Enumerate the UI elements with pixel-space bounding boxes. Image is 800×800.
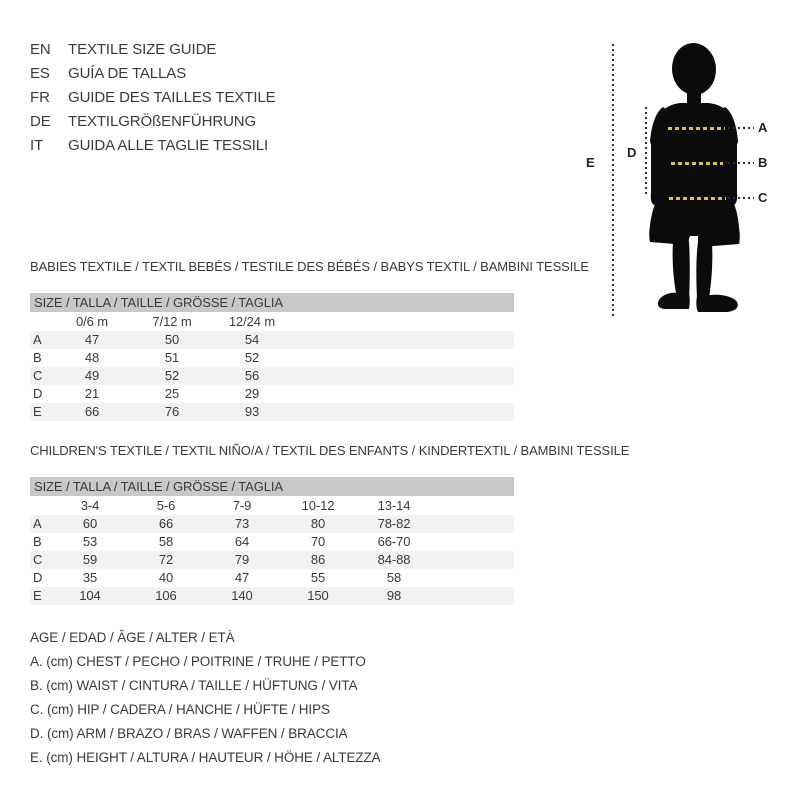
- marker-label-B: B: [758, 155, 768, 170]
- marker-label-D: D: [627, 145, 637, 160]
- marker-label-E: E: [586, 155, 595, 170]
- value-cell: 50: [164, 332, 180, 347]
- column-header-cell: 7/12 m: [152, 314, 192, 329]
- row-label-cell: C: [33, 368, 43, 383]
- legend-line: D. (cm) ARM / BRAZO / BRAS / WAFFEN / BRACCIA: [30, 726, 348, 741]
- table-row: [30, 331, 514, 349]
- value-cell: 21: [84, 386, 100, 401]
- row-label-cell: B: [33, 350, 42, 365]
- size-header-bar: SIZE / TALLA / TAILLE / GRÖSSE / TAGLIA: [30, 293, 514, 312]
- legend-line: C. (cm) HIP / CADERA / HANCHE / HÜFTE / HIPS: [30, 702, 330, 717]
- value-cell: 58: [158, 534, 174, 549]
- column-header-cell: 0/6 m: [75, 314, 108, 329]
- value-cell: 52: [244, 350, 260, 365]
- value-cell: 106: [155, 588, 177, 603]
- value-cell: 59: [82, 552, 98, 567]
- height-measure-line-E: [612, 44, 614, 317]
- table-row: [30, 551, 514, 569]
- value-cell: 54: [244, 332, 260, 347]
- table-row: [30, 349, 514, 367]
- value-cell: 73: [234, 516, 250, 531]
- language-guide-title: GUIDA ALLE TAGLIE TESSILI: [68, 137, 269, 154]
- value-cell: 140: [231, 588, 253, 603]
- column-header-cell: 12/24 m: [228, 314, 276, 329]
- language-guide-title: TEXTILE SIZE GUIDE: [68, 41, 217, 58]
- row-label-cell: D: [33, 386, 43, 401]
- babies-size-table: [30, 293, 514, 421]
- legend-line: A. (cm) CHEST / PECHO / POITRINE / TRUHE / PETTO: [30, 654, 366, 669]
- hip-leader-line-C: [728, 197, 754, 199]
- row-label-cell: [30, 496, 52, 515]
- value-cell: 60: [82, 516, 98, 531]
- marker-label-A: A: [758, 120, 768, 135]
- row-label-cell: C: [33, 552, 43, 567]
- waist-leader-line-B: [728, 162, 754, 164]
- value-cell: 25: [164, 386, 180, 401]
- value-cell: 93: [244, 404, 260, 419]
- legend-line: E. (cm) HEIGHT / ALTURA / HAUTEUR / HÖHE / ALTEZZA: [30, 750, 381, 765]
- measurement-figure: [0, 0, 800, 340]
- value-cell: 80: [310, 516, 326, 531]
- hip-dash-line-C: [669, 197, 726, 200]
- value-cell: 56: [244, 368, 260, 383]
- value-cell: 78-82: [377, 516, 411, 531]
- value-cell: 66: [158, 516, 174, 531]
- legend-line: B. (cm) WAIST / CINTURA / TAILLE / HÜFTUNG / VITA: [30, 678, 358, 693]
- column-header-cell: 7-9: [232, 498, 252, 513]
- value-cell: 29: [244, 386, 260, 401]
- value-cell: 51: [164, 350, 180, 365]
- language-code: FR: [30, 89, 50, 106]
- row-label-cell: D: [33, 570, 43, 585]
- value-cell: 58: [386, 570, 402, 585]
- value-cell: 47: [234, 570, 250, 585]
- babies-table-title: BABIES TEXTILE / TEXTIL BEBÉS / TESTILE DES BÉBÉS / BABYS TEXTIL / BAMBINI TESSILE: [30, 259, 589, 274]
- value-cell: 49: [84, 368, 100, 383]
- value-cell: 47: [84, 332, 100, 347]
- value-cell: 35: [82, 570, 98, 585]
- value-cell: 52: [164, 368, 180, 383]
- legend-line: AGE / EDAD / ÂGE / ALTER / ETÀ: [30, 630, 235, 645]
- row-label-cell: B: [33, 534, 42, 549]
- value-cell: 64: [234, 534, 250, 549]
- table-row: [30, 403, 514, 421]
- babies-table-body: [30, 312, 514, 421]
- language-guide-title: TEXTILGRÖßENFÜHRUNG: [68, 113, 257, 130]
- row-label-cell: [30, 312, 52, 331]
- value-cell: 84-88: [377, 552, 411, 567]
- chest-leader-line-A: [728, 127, 754, 129]
- row-label-cell: A: [33, 332, 42, 347]
- value-cell: 150: [307, 588, 329, 603]
- language-code: DE: [30, 113, 51, 130]
- language-guide-title: GUIDE DES TAILLES TEXTILE: [68, 89, 276, 106]
- table-row: [30, 515, 514, 533]
- column-header-row: [30, 496, 514, 515]
- value-cell: 86: [310, 552, 326, 567]
- column-header-cell: 13-14: [377, 498, 411, 513]
- measurement-legend: [30, 626, 381, 770]
- value-cell: 48: [84, 350, 100, 365]
- row-label-cell: A: [33, 516, 42, 531]
- table-row: [30, 587, 514, 605]
- value-cell: 55: [310, 570, 326, 585]
- value-cell: 98: [386, 588, 402, 603]
- column-header-cell: 10-12: [301, 498, 335, 513]
- children-table-title: CHILDREN'S TEXTILE / TEXTIL NIÑO/A / TEXTIL DES ENFANTS / KINDERTEXTIL / BAMBINI TESSILE: [30, 443, 630, 458]
- value-cell: 72: [158, 552, 174, 567]
- column-header-cell: 5-6: [156, 498, 176, 513]
- marker-label-C: C: [758, 190, 768, 205]
- value-cell: 76: [164, 404, 180, 419]
- value-cell: 53: [82, 534, 98, 549]
- language-guide-title: GUÍA DE TALLAS: [68, 65, 187, 82]
- table-row: [30, 569, 514, 587]
- language-code: ES: [30, 65, 50, 82]
- language-code: EN: [30, 41, 51, 58]
- child-silhouette-icon: [645, 41, 749, 315]
- column-header-row: [30, 312, 514, 331]
- row-label-cell: E: [33, 404, 42, 419]
- value-cell: 66: [84, 404, 100, 419]
- table-row: [30, 385, 514, 403]
- chest-dash-line-A: [668, 127, 725, 130]
- children-table-body: [30, 496, 514, 605]
- language-code: IT: [30, 137, 44, 154]
- column-header-cell: 3-4: [80, 498, 100, 513]
- value-cell: 66-70: [377, 534, 411, 549]
- size-header-bar: SIZE / TALLA / TAILLE / GRÖSSE / TAGLIA: [30, 477, 514, 496]
- table-row: [30, 367, 514, 385]
- value-cell: 104: [79, 588, 101, 603]
- row-label-cell: E: [33, 588, 42, 603]
- value-cell: 70: [310, 534, 326, 549]
- children-size-table: [30, 477, 514, 605]
- value-cell: 40: [158, 570, 174, 585]
- arm-measure-line-D: [645, 107, 647, 195]
- waist-dash-line-B: [671, 162, 723, 165]
- value-cell: 79: [234, 552, 250, 567]
- table-row: [30, 533, 514, 551]
